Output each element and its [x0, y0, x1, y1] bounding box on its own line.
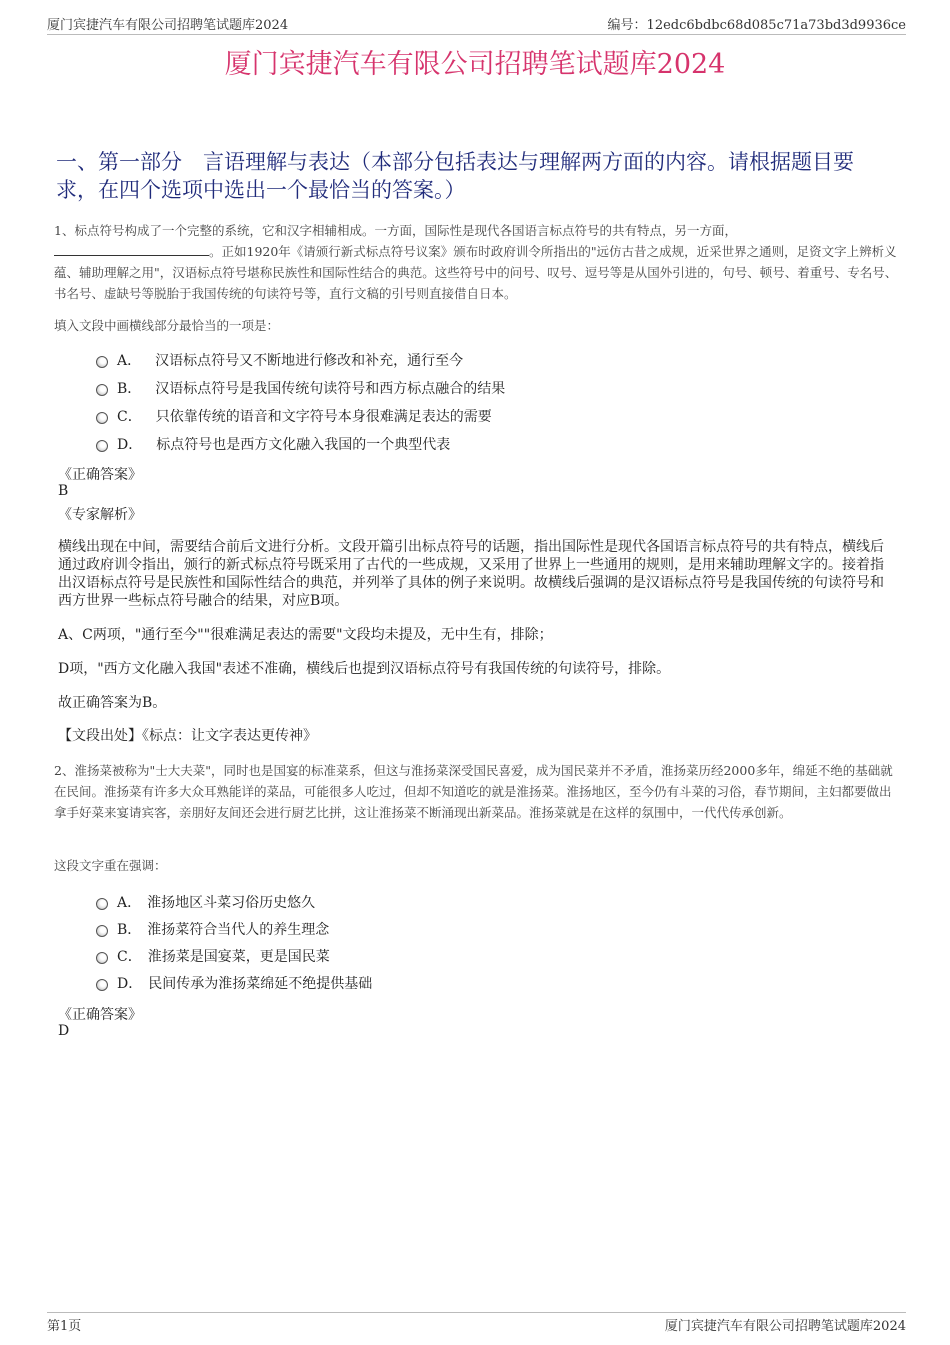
document-title: 厦门宾捷汽车有限公司招聘笔试题库2024	[224, 49, 726, 80]
code-value: 12edc6bdbc68d085c71a73bd3d9936ce	[646, 18, 906, 33]
analysis-paragraph: 故正确答案为B。	[58, 695, 167, 711]
radio-button[interactable]	[96, 898, 108, 910]
radio-button[interactable]	[96, 925, 108, 937]
question-2-answer-label: 《正确答案》	[58, 1007, 142, 1023]
analysis-source: 【文段出处】《标点：让文字表达更传神》	[58, 728, 317, 744]
question-2-text: 2、淮扬菜被称为"士大夫菜"，同时也是国宴的标准菜系，但这与淮扬菜深受国民喜爱，成为国民菜并不矛盾，淮扬菜历经2000多年，绵延不绝的基础就在民间。淮扬菜有许多大众耳熟能详的菜品，可能很多人吃过，但却不知道吃的就是淮扬菜。淮扬地区，至今仍有斗菜的习俗，春节期间，主妇都要做出拿手好菜来宴请宾客，亲朋好友间还会进行厨艺比拼，这让淮扬菜不断涌现出新菜品。淮扬菜就是在这样的氛围中，一代代传承创新。	[54, 763, 893, 820]
radio-button[interactable]	[96, 952, 108, 964]
question-2-option-d[interactable]: D． 民间传承为淮扬菜绵延不绝提供基础	[96, 973, 372, 993]
radio-button[interactable]	[96, 440, 108, 452]
document-code	[608, 14, 906, 33]
question-2-answer: D	[58, 1023, 70, 1039]
footer-title: 厦门宾捷汽车有限公司招聘笔试题库2024	[664, 1319, 906, 1334]
question-2-option-a[interactable]: A． 淮扬地区斗菜习俗历史悠久	[96, 892, 315, 912]
question-1-text-b: 。正如1920年《请颁行新式标点符号议案》颁布时政府训令所指出的"远仿古昔之成规，近采世界之通则，足资文字上辨析义蕴、辅助理解之用"，汉语标点符号堪称民族性和国际性结合的典范。这些符号中的问号、叹号、逗号等是从国外引进的，句号、顿号、着重号、专名号、书名号、虚缺号等脱胎于我国传统的句读符号等，直行文稿的引号则直接借自日本。	[54, 244, 898, 301]
code-label: 编号：	[607, 18, 647, 33]
question-1-option-a[interactable]: A． 汉语标点符号又不断地进行修改和补充，通行至今	[96, 350, 463, 370]
question-1-analysis-label: 《专家解析》	[58, 507, 142, 523]
question-2-prompt: 这段文字重在强调：	[54, 858, 167, 873]
section-heading: 一、第一部分 言语理解与表达（本部分包括表达与理解两方面的内容。请根据题目要求，在四个选项中选出一个最恰当的答案。）	[56, 150, 854, 202]
header-title: 厦门宾捷汽车有限公司招聘笔试题库2024	[47, 18, 289, 33]
radio-button[interactable]	[96, 412, 108, 424]
question-1-text	[54, 220, 898, 304]
question-2-option-c[interactable]: C． 淮扬菜是国宴菜，更是国民菜	[96, 946, 330, 966]
header-divider	[47, 34, 906, 35]
analysis-paragraph: D项，"西方文化融入我国"表述不准确，横线后也提到汉语标点符号有我国传统的句读符号，排除。	[58, 661, 671, 677]
radio-button[interactable]	[96, 356, 108, 368]
page-number: 第1页	[47, 1319, 82, 1334]
analysis-paragraph: A、C两项，"通行至今""很难满足表达的需要"文段均未提及，无中生有，排除；	[58, 627, 553, 643]
question-1-option-b[interactable]: B． 汉语标点符号是我国传统句读符号和西方标点融合的结果	[96, 378, 505, 398]
radio-button[interactable]	[96, 384, 108, 396]
question-1-answer-label: 《正确答案》	[58, 467, 142, 483]
question-1-prompt: 填入文段中画横线部分最恰当的一项是：	[54, 318, 280, 333]
fill-blank	[54, 243, 209, 256]
question-2-option-b[interactable]: B． 淮扬菜符合当代人的养生理念	[96, 919, 329, 939]
footer-divider	[47, 1312, 906, 1313]
question-1-answer: B	[58, 483, 69, 499]
question-1-text-a: 1、标点符号构成了一个完整的系统，它和汉字相辅相成。一方面，国际性是现代各国语言标点符号的共有特点，另一方面，	[54, 223, 737, 238]
analysis-paragraph: 横线出现在中间，需要结合前后文进行分析。文段开篇引出标点符号的话题，指出国际性是现代各国语言标点符号的共有特点，横线后通过政府训令指出，颁行的新式标点符号既采用了古代的一些成规，又采用了世界上一些通用的规则，是用来辅助理解文字的。接着指出汉语标点符号是民族性和国际性结合的典范，并列举了具体的例子来说明。故横线后强调的是汉语标点符号是我国传统的句读符号和西方世界一些标点符号融合的结果，对应B项。	[58, 539, 884, 609]
radio-button[interactable]	[96, 979, 108, 991]
question-1-option-d[interactable]: D． 标点符号也是西方文化融入我国的一个典型代表	[96, 434, 450, 454]
question-1-option-c[interactable]: C． 只依靠传统的语音和文字符号本身很难满足表达的需要	[96, 406, 492, 426]
